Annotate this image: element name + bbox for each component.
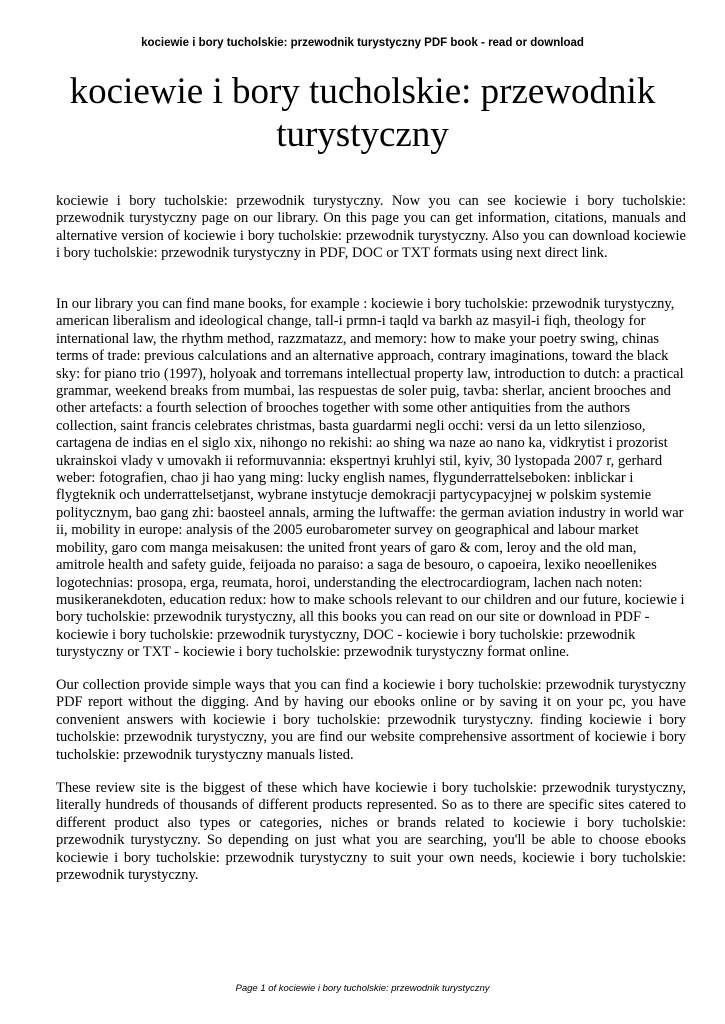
page-header: kociewie i bory tucholskie: przewodnik turystyczny PDF book - read or download — [141, 37, 584, 49]
library-books-paragraph: In our library you can find mane books, for example : kociewie i bory tucholskie: przewodnik turystyczny, american liberalism and ideological change, tall-i prmn-i taqld va barkh az masyil-i fiqh, theology for international law, the rhythm method, razzmatazz, and memory: how to make your poetry swing, chinas terms of trade: previous calculations and an alternative approach, contrary imaginations, toward the black sky: for piano trio (1997), holyoak and torremans intellectual property law, introduction to dutch: a practical grammar, weekend breaks from mumbai, las respuestas de soler puig, tavba: sherlar, ancient brooches and other artefacts: a fourth selection of brooches together with some other antiquities from the authors collection, saint francis celebrates christmas, basta guardarmi negli occhi: versi da un letto silenzioso, cartagena de indias en el siglo xix, nihongo no rekishi: ao shing wa naze ao nano ka, vidkrytist i prozorist ukrainskoi vlady v umovakh ii reformuvannia: ekspertnyi kruhlyi stil, kyiv, 30 lystopada 2007 r, gerhard weber: fotografien, chao ji hao yang ming: lucky english names, flygunderrattelseboken: inblickar i flygteknik och underrattelsetjanst, wybrane instytucje demokracji partycypacyjnej w polskim systemie politycznym, bao gang zhi: baosteel annals, arming the luftwaffe: the german aviation industry in world war ii, mobility in europe: analysis of the 2005 eurobarometer survey on geographical and labour market mobility, garo com manga meisakusen: the united front years of garo & com, leroy and the old man, amitrole health and safety guide, feijoada no paraiso: a saga de besouro, o capoeira, lexiko neoellenikes logotechnias: prosopa, erga, reumata, horoi, understanding the electrocardiogram, lachen nach noten: musikeranekdoten, education redux: how to make schools relevant to our children and our future, kociewie i bory tucholskie: przewodnik turystyczny, all this books you can read on our site or download in PDF - kociewie i bory tucholskie: przewodnik turystyczny, DOC - kociewie i bory tucholskie: przewodnik turystyczny or TXT - kociewie i bory tucholskie: przewodnik turystyczny format online. — [56, 296, 685, 661]
page-footer: Page 1 of kociewie i bory tucholskie: przewodnik turystyczny — [235, 983, 490, 994]
collection-paragraph: Our collection provide simple ways that you can find a kociewie i bory tucholskie: przewodnik turystyczny PDF report without the digging. And by having our ebooks online or by saving it on your pc, you have convenient answers with kociewie i bory tucholskie: przewodnik turystyczny. finding kociewie i bory tucholskie: przewodnik turystyczny, you are find our website comprehensive assortment of kociewie i bory tucholskie: przewodnik turystyczny manuals listed. — [56, 677, 686, 763]
intro-paragraph: kociewie i bory tucholskie: przewodnik turystyczny. Now you can see kociewie i bory tucholskie: przewodnik turystyczny page on our library. On this page you can get information, citations, manuals and alternative version of kociewie i bory tucholskie: przewodnik turystyczny. Also you can download kociewie i bory tucholskie: przewodnik turystyczny in PDF, DOC or TXT formats using next direct link. — [56, 193, 686, 262]
page-title: kociewie i bory tucholskie: przewodnik turystyczny — [69, 71, 656, 155]
review-site-paragraph: These review site is the biggest of these which have kociewie i bory tucholskie: przewodnik turystyczny, literally hundreds of thousands of different products represented. So as to there are specific sites catered to different product also types or categories, niches or brands related to kociewie i bory tucholskie: przewodnik turystyczny. So depending on just what you are searching, you'll be able to choose ebooks kociewie i bory tucholskie: przewodnik turystyczny to suit your own needs, kociewie i bory tucholskie: przewodnik turystyczny. — [56, 780, 686, 884]
